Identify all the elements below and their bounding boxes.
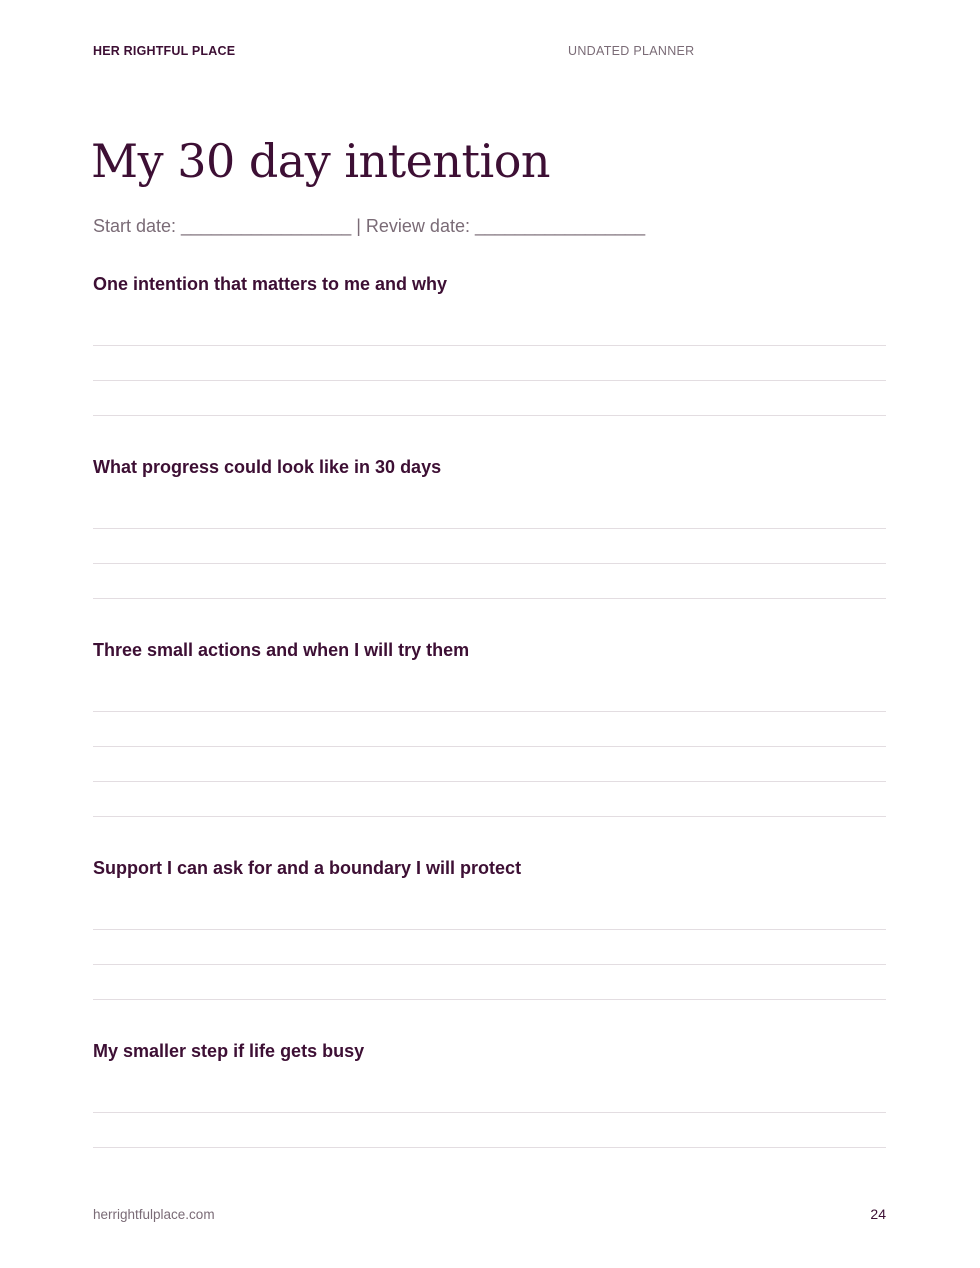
writing-line[interactable] bbox=[93, 929, 886, 930]
writing-line[interactable] bbox=[93, 598, 886, 599]
planner-label: UNDATED PLANNER bbox=[568, 44, 695, 58]
section-heading: What progress could look like in 30 days bbox=[93, 457, 442, 477]
page-number: 24 bbox=[870, 1206, 886, 1222]
section-heading: Support I can ask for and a boundary I will protect bbox=[93, 858, 522, 878]
writing-line[interactable] bbox=[93, 415, 886, 416]
writing-line[interactable] bbox=[93, 999, 886, 1000]
writing-line[interactable] bbox=[93, 528, 886, 529]
writing-line[interactable] bbox=[93, 711, 886, 712]
section-heading: My smaller step if life gets busy bbox=[93, 1041, 365, 1061]
section-smaller-step bbox=[93, 1041, 886, 1062]
brand-name: HER RIGHTFUL PLACE bbox=[93, 44, 236, 58]
writing-line[interactable] bbox=[93, 781, 886, 782]
writing-line[interactable] bbox=[93, 563, 886, 564]
section-support-boundary bbox=[93, 858, 886, 879]
page-header bbox=[93, 44, 886, 60]
writing-line[interactable] bbox=[93, 964, 886, 965]
writing-line[interactable] bbox=[93, 380, 886, 381]
section-intention bbox=[93, 274, 886, 295]
section-actions bbox=[93, 640, 886, 661]
footer-url: herrightfulplace.com bbox=[93, 1207, 215, 1222]
date-fields: Start date: _________________ | Review date: _________________ bbox=[93, 216, 646, 236]
writing-line[interactable] bbox=[93, 816, 886, 817]
section-progress bbox=[93, 457, 886, 478]
writing-line[interactable] bbox=[93, 1112, 886, 1113]
section-heading: One intention that matters to me and why bbox=[93, 274, 448, 294]
section-heading: Three small actions and when I will try them bbox=[93, 640, 470, 660]
writing-line[interactable] bbox=[93, 746, 886, 747]
writing-line[interactable] bbox=[93, 345, 886, 346]
writing-line[interactable] bbox=[93, 1147, 886, 1148]
page-title: My 30 day intention bbox=[91, 134, 551, 188]
